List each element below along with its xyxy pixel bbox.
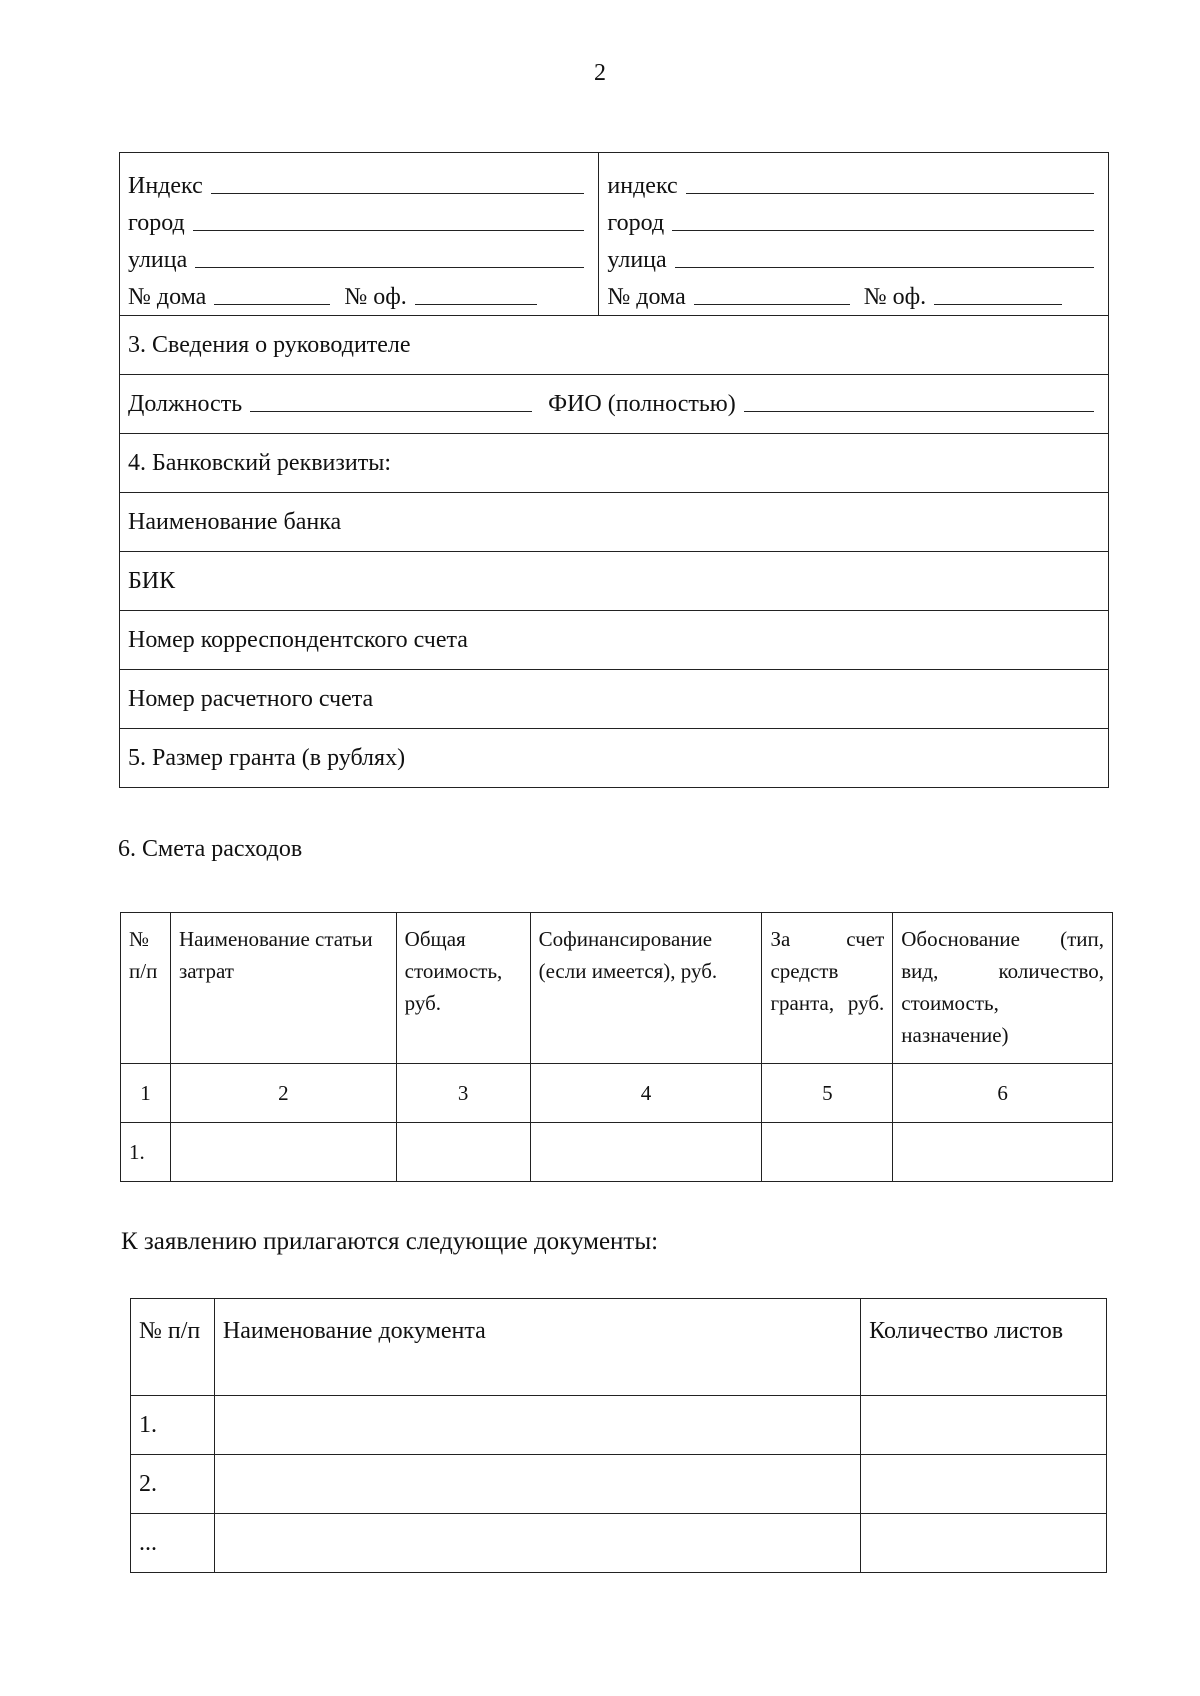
cost-cell[interactable] (396, 1123, 530, 1182)
address-right-city-field[interactable] (672, 229, 1094, 231)
fio-label: ФИО (полностью) (548, 390, 736, 417)
docs-cell[interactable] (861, 1396, 1107, 1455)
corr-account-field[interactable]: Номер корреспондентского счета (120, 611, 1109, 670)
docs-cell[interactable] (861, 1514, 1107, 1573)
cost-column-number: 4 (530, 1064, 762, 1123)
address-right-house-label: № дома (607, 284, 686, 310)
table-row (131, 1455, 1107, 1514)
cost-cell[interactable] (530, 1123, 762, 1182)
address-right-cell (599, 153, 1109, 316)
address-left-index-label: Индекс (128, 173, 203, 199)
cost-header-grant-funds: За счет средств гранта, руб. (762, 913, 893, 1064)
docs-row-number: ... (131, 1514, 215, 1573)
address-left-office-field[interactable] (415, 303, 537, 305)
docs-cell[interactable] (214, 1396, 860, 1455)
cost-cell[interactable] (170, 1123, 396, 1182)
address-left-index-field[interactable] (211, 192, 585, 194)
cost-column-number: 1 (121, 1064, 171, 1123)
address-right-city-label: город (607, 210, 665, 236)
address-right-office-label: № оф. (863, 284, 927, 310)
docs-row-number: 2. (131, 1455, 215, 1514)
director-row (120, 375, 1109, 434)
position-label: Должность (128, 390, 243, 417)
address-left-cell (120, 153, 599, 316)
bik-field[interactable]: БИК (120, 552, 1109, 611)
fio-field[interactable] (744, 410, 1094, 412)
docs-cell[interactable] (214, 1514, 860, 1573)
cost-estimate-table (120, 912, 1113, 1182)
cost-header-cofinancing: Софинансирование (если имеется), руб. (530, 913, 762, 1064)
address-right-index-label: индекс (607, 173, 678, 199)
address-left-city-field[interactable] (193, 229, 585, 231)
cost-header-justification: Обоснование (тип, вид, количество, стоимость, назначение) (893, 913, 1113, 1064)
attachments-table (130, 1298, 1107, 1573)
cost-cell[interactable] (893, 1123, 1113, 1182)
docs-header-pages: Количество листов (861, 1299, 1107, 1396)
grant-size-field[interactable]: 5. Размер гранта (в рублях) (120, 729, 1109, 788)
section6-title: 6. Смета расходов (118, 836, 303, 862)
address-right-office-field[interactable] (934, 303, 1062, 305)
cost-header-number: № п/п (121, 913, 171, 1064)
cost-column-number: 2 (170, 1064, 396, 1123)
address-left-street-field[interactable] (195, 266, 584, 268)
table-row (131, 1396, 1107, 1455)
address-right-street-label: улица (607, 247, 667, 273)
cost-header-item-name: Наименование статьи затрат (170, 913, 396, 1064)
attachments-intro: К заявлению прилагаются следующие документы: (121, 1228, 659, 1255)
table-row (121, 1123, 1113, 1182)
cost-column-number: 5 (762, 1064, 893, 1123)
docs-cell[interactable] (214, 1455, 860, 1514)
docs-row-number: 1. (131, 1396, 215, 1455)
address-left-office-label: № оф. (344, 284, 407, 310)
cost-cell[interactable] (762, 1123, 893, 1182)
address-right-street-field[interactable] (675, 266, 1094, 268)
docs-header-name: Наименование документа (214, 1299, 860, 1396)
section3-title: 3. Сведения о руководителе (120, 316, 1109, 375)
application-form-table (119, 152, 1109, 788)
address-left-city-label: город (128, 210, 185, 236)
address-right-index-field[interactable] (686, 192, 1094, 194)
address-right-house-field[interactable] (694, 303, 850, 305)
address-left-house-label: № дома (128, 284, 207, 310)
cost-column-number: 6 (893, 1064, 1113, 1123)
table-row (131, 1514, 1107, 1573)
section4-title: 4. Банковский реквизиты: (120, 434, 1109, 493)
cost-row-number: 1. (121, 1123, 171, 1182)
page-number: 2 (594, 60, 606, 86)
position-field[interactable] (250, 410, 532, 412)
cost-column-number: 3 (396, 1064, 530, 1123)
bank-name-field[interactable]: Наименование банка (120, 493, 1109, 552)
address-left-house-field[interactable] (214, 303, 330, 305)
cost-header-total: Общая стоимость, руб. (396, 913, 530, 1064)
docs-cell[interactable] (861, 1455, 1107, 1514)
address-left-street-label: улица (128, 247, 188, 273)
docs-header-number: № п/п (131, 1299, 215, 1396)
settlement-account-field[interactable]: Номер расчетного счета (120, 670, 1109, 729)
